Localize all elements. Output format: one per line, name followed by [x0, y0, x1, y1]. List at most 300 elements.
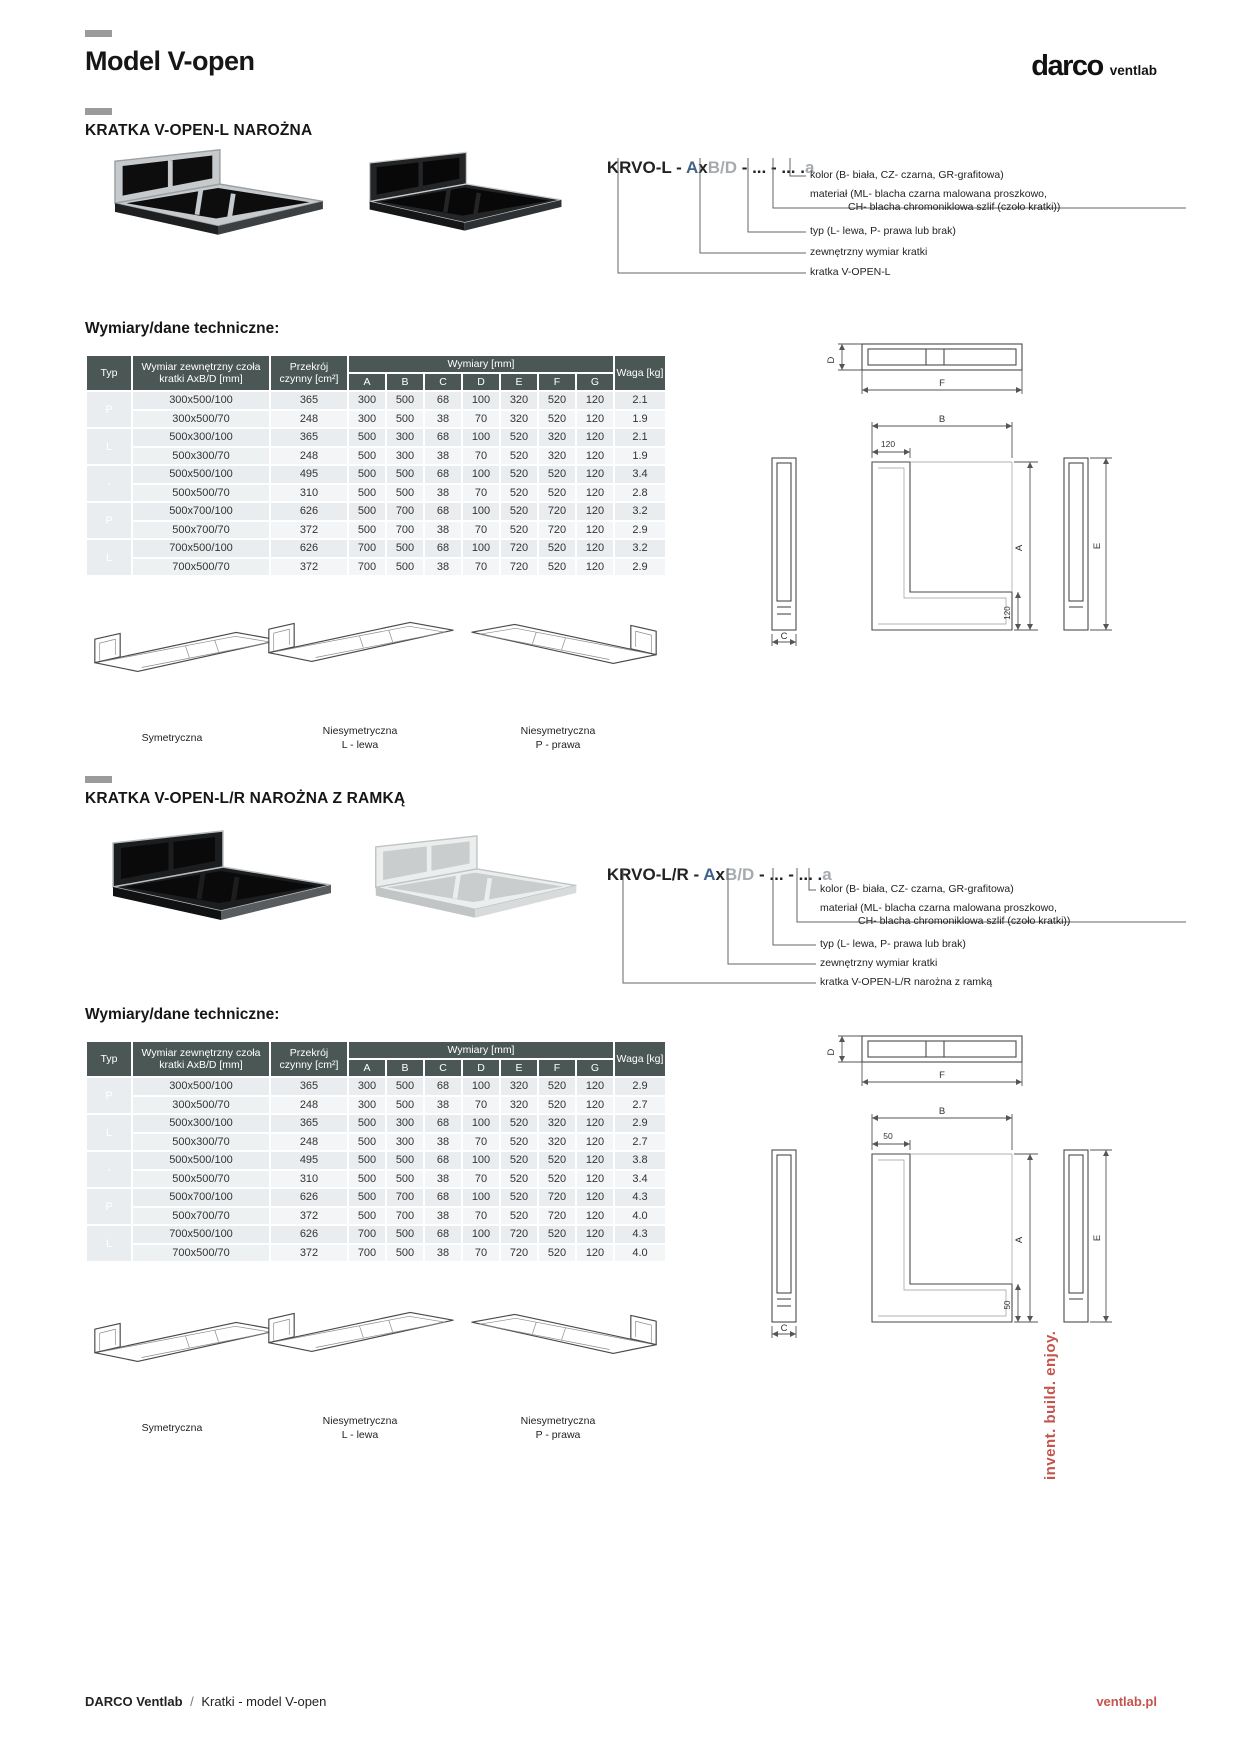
value-cell: 320	[501, 1097, 537, 1114]
value-cell: 520	[501, 1115, 537, 1132]
value-cell: 38	[425, 559, 461, 576]
logo-darco: darco	[1031, 50, 1103, 82]
value-cell: 100	[463, 1078, 499, 1095]
value-cell: 500	[387, 1226, 423, 1243]
product-photo-4	[350, 830, 580, 954]
dim-label-c: C	[780, 1323, 788, 1334]
value-cell: 248	[271, 411, 347, 428]
value-cell: 38	[425, 1245, 461, 1262]
outer-dim-cell: 700x500/70	[133, 559, 269, 576]
value-cell: 365	[271, 429, 347, 446]
footer-site-link[interactable]: ventlab.pl	[1096, 1694, 1157, 1709]
side-slogan: invent. build. enjoy.	[1042, 1330, 1059, 1480]
value-cell: 4.3	[615, 1189, 665, 1206]
value-cell: 495	[271, 1152, 347, 1169]
anno-material-1a: materiał (ML- blacha czarna malowana proszkowo,	[810, 188, 1047, 200]
value-cell: 120	[577, 1208, 613, 1225]
value-cell: 520	[539, 392, 575, 409]
value-cell: 500	[349, 1115, 385, 1132]
value-cell: 68	[425, 1078, 461, 1095]
value-cell: 70	[463, 411, 499, 428]
value-cell: 500	[349, 1152, 385, 1169]
value-cell: 2.8	[615, 485, 665, 502]
value-cell: 120	[577, 503, 613, 520]
table-row	[87, 1097, 665, 1114]
outer-dim-cell: 700x500/70	[133, 1245, 269, 1262]
value-cell: 100	[463, 503, 499, 520]
typ-cell: P	[87, 1078, 131, 1113]
table-row	[87, 1226, 665, 1243]
dim-label-sub2: 50	[1003, 1300, 1012, 1310]
value-cell: 100	[463, 1189, 499, 1206]
value-cell: 500	[387, 1097, 423, 1114]
value-cell: 500	[349, 485, 385, 502]
variant-line-drawing	[262, 1286, 457, 1371]
value-cell: 300	[349, 1078, 385, 1095]
anno-wymiar-2: zewnętrzny wymiar kratki	[820, 957, 938, 969]
dim-label-e: E	[1092, 542, 1103, 550]
value-cell: 68	[425, 1189, 461, 1206]
outer-dim-cell: 700x500/100	[133, 1226, 269, 1243]
value-cell: 520	[539, 1171, 575, 1188]
value-cell: 520	[539, 1152, 575, 1169]
dim-label-d: D	[826, 1048, 837, 1056]
value-cell: 372	[271, 559, 347, 576]
col-header-letter: D	[463, 1060, 499, 1076]
variant-line-drawing	[468, 1288, 663, 1373]
value-cell: 100	[463, 1152, 499, 1169]
technical-drawing-2	[712, 1022, 1132, 1347]
col-header-outer-dim: Wymiar zewnętrzny czoła kratki AxB/D [mm]	[133, 356, 269, 390]
technical-drawing	[712, 330, 1132, 650]
value-cell: 520	[539, 485, 575, 502]
value-cell: 300	[349, 1097, 385, 1114]
table-row	[87, 1115, 665, 1132]
value-cell: 500	[349, 466, 385, 483]
value-cell: 500	[387, 1245, 423, 1262]
value-cell: 68	[425, 392, 461, 409]
value-cell: 70	[463, 1171, 499, 1188]
dim-label-b: B	[938, 1106, 946, 1117]
technical-drawing	[712, 1022, 1132, 1342]
product-code-1: KRVO-L - AxB/D - ... - ... .a	[606, 158, 815, 177]
value-cell: 500	[349, 448, 385, 465]
value-cell: 100	[463, 1115, 499, 1132]
section2-title: KRATKA V-OPEN-L/R NAROŻNA Z RAMKĄ	[85, 790, 406, 807]
value-cell: 365	[271, 1115, 347, 1132]
table-row	[87, 1208, 665, 1225]
footer-brand: DARCO Ventlab	[85, 1694, 183, 1709]
value-cell: 68	[425, 1115, 461, 1132]
value-cell: 320	[501, 1078, 537, 1095]
table-row	[87, 466, 665, 483]
value-cell: 520	[501, 503, 537, 520]
corner-grille-photo	[85, 146, 330, 270]
table-row	[87, 1078, 665, 1095]
value-cell: 100	[463, 540, 499, 557]
value-cell: 70	[463, 1097, 499, 1114]
value-cell: 68	[425, 429, 461, 446]
page-title: Model V-open	[85, 46, 255, 76]
value-cell: 310	[271, 1171, 347, 1188]
value-cell: 495	[271, 466, 347, 483]
anno-typ-1: typ (L- lewa, P- prawa lub brak)	[810, 225, 956, 237]
outer-dim-cell: 300x500/100	[133, 392, 269, 409]
col-header-letter: G	[577, 374, 613, 390]
dim-label-sub2: 120	[1003, 606, 1012, 620]
value-cell: 720	[539, 503, 575, 520]
typ-cell: -	[87, 466, 131, 501]
outer-dim-cell: 500x700/70	[133, 522, 269, 539]
dim-label-b: B	[938, 414, 946, 425]
value-cell: 38	[425, 1097, 461, 1114]
technical-drawing-1	[712, 330, 1132, 655]
variant-line-drawing	[262, 596, 457, 681]
anno-material-2b: CH- blacha chromoniklowa szlif (czoło kratki))	[858, 915, 1071, 927]
footer-left	[85, 1694, 326, 1709]
value-cell: 120	[577, 411, 613, 428]
value-cell: 4.3	[615, 1226, 665, 1243]
value-cell: 500	[349, 1171, 385, 1188]
outer-dim-cell: 700x500/100	[133, 540, 269, 557]
dim-label-d: D	[826, 356, 837, 364]
value-cell: 38	[425, 522, 461, 539]
value-cell: 300	[387, 429, 423, 446]
value-cell: 500	[387, 411, 423, 428]
col-header-typ: Typ	[87, 356, 131, 390]
value-cell: 720	[539, 1208, 575, 1225]
value-cell: 120	[577, 1078, 613, 1095]
value-cell: 120	[577, 1189, 613, 1206]
col-header-letter: C	[425, 374, 461, 390]
value-cell: 38	[425, 485, 461, 502]
value-cell: 38	[425, 1208, 461, 1225]
value-cell: 700	[349, 1226, 385, 1243]
value-cell: 120	[577, 1115, 613, 1132]
value-cell: 248	[271, 1097, 347, 1114]
variant-label-prawa-2: Niesymetryczna P - prawa	[520, 1415, 596, 1441]
value-cell: 700	[387, 1189, 423, 1206]
value-cell: 700	[387, 522, 423, 539]
table-row	[87, 1171, 665, 1188]
dims-heading-2: Wymiary/dane techniczne:	[85, 1006, 280, 1023]
col-header-letter: F	[539, 1060, 575, 1076]
outer-dim-cell: 500x500/100	[133, 1152, 269, 1169]
variant-line-drawing	[468, 598, 663, 683]
header-dash	[85, 30, 112, 37]
value-cell: 2.9	[615, 559, 665, 576]
value-cell: 520	[539, 411, 575, 428]
variant-label-lewa-1: Niesymetryczna L - lewa	[322, 725, 398, 751]
value-cell: 120	[577, 485, 613, 502]
value-cell: 310	[271, 485, 347, 502]
value-cell: 500	[387, 466, 423, 483]
value-cell: 520	[501, 1189, 537, 1206]
dim-label-c: C	[780, 631, 788, 642]
dim-label-f: F	[939, 378, 945, 389]
outer-dim-cell: 500x300/100	[133, 429, 269, 446]
value-cell: 70	[463, 1245, 499, 1262]
variant-label-lewa-2: Niesymetryczna L - lewa	[322, 1415, 398, 1441]
value-cell: 520	[501, 429, 537, 446]
value-cell: 372	[271, 1245, 347, 1262]
section2-dash	[85, 776, 112, 783]
value-cell: 520	[501, 448, 537, 465]
value-cell: 500	[387, 1152, 423, 1169]
product-photo-1	[85, 146, 330, 270]
variant-sym-1	[88, 606, 283, 696]
value-cell: 120	[577, 1134, 613, 1151]
outer-dim-cell: 500x300/100	[133, 1115, 269, 1132]
col-header-area: Przekrój czynny [cm²]	[271, 1042, 347, 1076]
value-cell: 300	[349, 392, 385, 409]
value-cell: 700	[349, 540, 385, 557]
value-cell: 372	[271, 1208, 347, 1225]
col-header-letter: E	[501, 374, 537, 390]
value-cell: 2.9	[615, 1078, 665, 1095]
col-header-letter: E	[501, 1060, 537, 1076]
corner-grille-photo	[345, 148, 565, 264]
value-cell: 700	[387, 503, 423, 520]
table-row	[87, 1245, 665, 1262]
value-cell: 720	[501, 559, 537, 576]
variant-lewa-1	[262, 596, 457, 686]
value-cell: 4.0	[615, 1245, 665, 1262]
value-cell: 68	[425, 1152, 461, 1169]
spec-table-2	[85, 1040, 667, 1263]
value-cell: 720	[501, 1226, 537, 1243]
value-cell: 68	[425, 503, 461, 520]
col-header-letter: B	[387, 374, 423, 390]
value-cell: 365	[271, 392, 347, 409]
value-cell: 365	[271, 1078, 347, 1095]
value-cell: 700	[349, 559, 385, 576]
value-cell: 120	[577, 429, 613, 446]
table-row	[87, 392, 665, 409]
variant-line-drawing	[88, 1296, 283, 1381]
value-cell: 2.1	[615, 429, 665, 446]
value-cell: 120	[577, 1171, 613, 1188]
value-cell: 300	[387, 1134, 423, 1151]
value-cell: 3.4	[615, 1171, 665, 1188]
value-cell: 120	[577, 1097, 613, 1114]
product-photo-3	[85, 826, 335, 958]
value-cell: 1.9	[615, 411, 665, 428]
dim-label-sub: 50	[883, 1131, 893, 1141]
anno-kratka-2: kratka V-OPEN-L/R narożna z ramką	[820, 976, 993, 988]
col-header-wymiary: Wymiary [mm]	[349, 1042, 613, 1058]
value-cell: 320	[539, 1134, 575, 1151]
typ-cell: P	[87, 392, 131, 427]
col-header-letter: D	[463, 374, 499, 390]
value-cell: 120	[577, 466, 613, 483]
outer-dim-cell: 500x700/70	[133, 1208, 269, 1225]
value-cell: 300	[349, 411, 385, 428]
col-header-letter: A	[349, 1060, 385, 1076]
value-cell: 100	[463, 429, 499, 446]
value-cell: 68	[425, 466, 461, 483]
value-cell: 320	[539, 1115, 575, 1132]
outer-dim-cell: 500x500/100	[133, 466, 269, 483]
value-cell: 120	[577, 392, 613, 409]
value-cell: 300	[387, 1115, 423, 1132]
value-cell: 120	[577, 448, 613, 465]
outer-dim-cell: 300x500/70	[133, 1097, 269, 1114]
footer-doc: Kratki - model V-open	[201, 1694, 327, 1709]
value-cell: 520	[539, 1226, 575, 1243]
value-cell: 500	[387, 1078, 423, 1095]
table-row	[87, 503, 665, 520]
value-cell: 320	[539, 429, 575, 446]
value-cell: 70	[463, 559, 499, 576]
col-header-letter: A	[349, 374, 385, 390]
dims-heading-1: Wymiary/dane techniczne:	[85, 320, 280, 337]
value-cell: 626	[271, 503, 347, 520]
typ-cell: L	[87, 1226, 131, 1261]
col-header-waga: Waga [kg]	[615, 1042, 665, 1076]
value-cell: 100	[463, 392, 499, 409]
col-header-typ: Typ	[87, 1042, 131, 1076]
value-cell: 120	[577, 1152, 613, 1169]
value-cell: 2.9	[615, 522, 665, 539]
col-header-wymiary: Wymiary [mm]	[349, 356, 613, 372]
variant-lewa-2	[262, 1286, 457, 1376]
anno-kratka-1: kratka V-OPEN-L	[810, 266, 891, 278]
product-code-2: KRVO-L/R - AxB/D - ... - ... .a	[606, 865, 832, 884]
outer-dim-cell: 500x700/100	[133, 1189, 269, 1206]
value-cell: 520	[539, 1245, 575, 1262]
value-cell: 1.9	[615, 448, 665, 465]
anno-kolor-2: kolor (B- biała, CZ- czarna, GR-grafitowa)	[820, 883, 1014, 895]
table-row	[87, 1152, 665, 1169]
section1-dash	[85, 108, 112, 115]
value-cell: 38	[425, 1134, 461, 1151]
spec-table-1	[85, 354, 667, 577]
value-cell: 520	[501, 485, 537, 502]
value-cell: 70	[463, 485, 499, 502]
value-cell: 120	[577, 559, 613, 576]
outer-dim-cell: 500x300/70	[133, 1134, 269, 1151]
table-row	[87, 429, 665, 446]
value-cell: 520	[501, 466, 537, 483]
anno-material-1b: CH- blacha chromoniklowa szlif (czoło kratki))	[848, 201, 1061, 213]
value-cell: 248	[271, 1134, 347, 1151]
table-row	[87, 540, 665, 557]
value-cell: 3.2	[615, 540, 665, 557]
value-cell: 520	[501, 1134, 537, 1151]
value-cell: 520	[539, 559, 575, 576]
value-cell: 300	[387, 448, 423, 465]
value-cell: 2.7	[615, 1097, 665, 1114]
value-cell: 500	[349, 1189, 385, 1206]
value-cell: 720	[501, 1245, 537, 1262]
variant-label-sym-2: Symetryczna	[141, 1422, 203, 1434]
dim-label-sub: 120	[880, 439, 896, 449]
col-header-area: Przekrój czynny [cm²]	[271, 356, 347, 390]
value-cell: 70	[463, 1134, 499, 1151]
value-cell: 500	[387, 559, 423, 576]
value-cell: 520	[539, 540, 575, 557]
value-cell: 3.4	[615, 466, 665, 483]
value-cell: 3.8	[615, 1152, 665, 1169]
footer-slash: /	[190, 1694, 194, 1709]
value-cell: 120	[577, 540, 613, 557]
corner-grille-photo	[350, 830, 580, 954]
value-cell: 120	[577, 1245, 613, 1262]
col-header-waga: Waga [kg]	[615, 356, 665, 390]
value-cell: 500	[387, 392, 423, 409]
table-row	[87, 485, 665, 502]
col-header-outer-dim: Wymiar zewnętrzny czoła kratki AxB/D [mm]	[133, 1042, 269, 1076]
value-cell: 120	[577, 522, 613, 539]
variant-label-sym-1: Symetryczna	[141, 732, 203, 744]
value-cell: 500	[387, 1171, 423, 1188]
value-cell: 2.1	[615, 392, 665, 409]
value-cell: 626	[271, 1189, 347, 1206]
value-cell: 626	[271, 540, 347, 557]
table-row	[87, 522, 665, 539]
value-cell: 500	[349, 1134, 385, 1151]
variant-label-prawa-1: Niesymetryczna P - prawa	[520, 725, 596, 751]
value-cell: 520	[539, 1078, 575, 1095]
brand-logo	[1031, 50, 1157, 83]
table-row	[87, 1189, 665, 1206]
value-cell: 2.7	[615, 1134, 665, 1151]
typ-cell: L	[87, 1115, 131, 1150]
typ-cell: L	[87, 429, 131, 464]
value-cell: 100	[463, 1226, 499, 1243]
section1-title: KRATKA V-OPEN-L NAROŻNA	[85, 122, 313, 139]
value-cell: 500	[387, 540, 423, 557]
value-cell: 38	[425, 411, 461, 428]
variant-prawa-2	[468, 1288, 663, 1378]
value-cell: 720	[539, 522, 575, 539]
value-cell: 320	[539, 448, 575, 465]
value-cell: 500	[349, 522, 385, 539]
outer-dim-cell: 500x700/100	[133, 503, 269, 520]
value-cell: 3.2	[615, 503, 665, 520]
value-cell: 248	[271, 448, 347, 465]
col-header-letter: G	[577, 1060, 613, 1076]
outer-dim-cell: 500x300/70	[133, 448, 269, 465]
col-header-letter: C	[425, 1060, 461, 1076]
value-cell: 720	[501, 540, 537, 557]
value-cell: 372	[271, 522, 347, 539]
table-row	[87, 448, 665, 465]
value-cell: 626	[271, 1226, 347, 1243]
variant-sym-2	[88, 1296, 283, 1386]
table-row	[87, 559, 665, 576]
value-cell: 4.0	[615, 1208, 665, 1225]
value-cell: 520	[501, 1171, 537, 1188]
value-cell: 520	[501, 522, 537, 539]
value-cell: 720	[539, 1189, 575, 1206]
table-row	[87, 411, 665, 428]
product-photo-2	[345, 148, 565, 264]
value-cell: 520	[501, 1152, 537, 1169]
value-cell: 520	[501, 1208, 537, 1225]
outer-dim-cell: 300x500/70	[133, 411, 269, 428]
value-cell: 38	[425, 448, 461, 465]
typ-cell: P	[87, 503, 131, 538]
dim-label-f: F	[939, 1070, 945, 1081]
typ-cell: P	[87, 1189, 131, 1224]
typ-cell: -	[87, 1152, 131, 1187]
outer-dim-cell: 300x500/100	[133, 1078, 269, 1095]
value-cell: 500	[349, 1208, 385, 1225]
value-cell: 120	[577, 1226, 613, 1243]
outer-dim-cell: 500x500/70	[133, 1171, 269, 1188]
